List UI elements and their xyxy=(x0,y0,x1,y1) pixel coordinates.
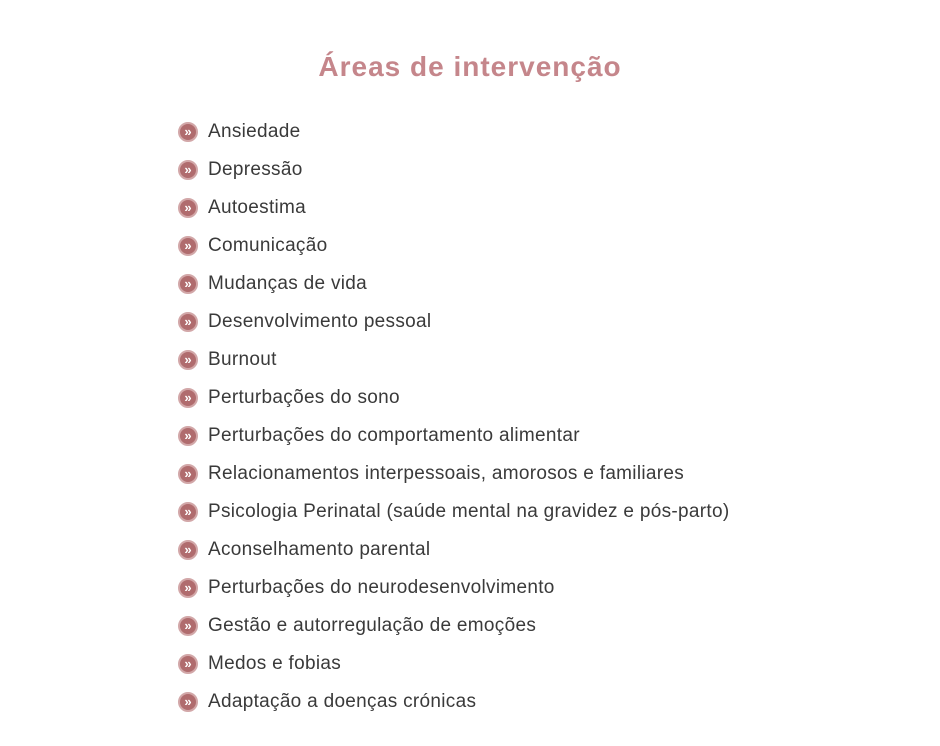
list-item xyxy=(178,379,940,417)
double-chevron-right-icon: » xyxy=(178,502,198,522)
list-item-label: Perturbações do comportamento alimentar xyxy=(208,424,580,446)
list-item-label: Comunicação xyxy=(208,234,328,256)
list-item-label: Mudanças de vida xyxy=(208,272,368,294)
page-title: Áreas de intervenção xyxy=(318,51,622,82)
list-item-label: Aconselhamento parental xyxy=(208,538,431,560)
double-chevron-right-icon: » xyxy=(178,540,198,560)
double-chevron-right-icon: » xyxy=(178,274,198,294)
list-item-label: Depressão xyxy=(208,158,303,180)
list-item xyxy=(178,151,940,189)
double-chevron-right-icon: » xyxy=(178,464,198,484)
double-chevron-right-icon: » xyxy=(178,692,198,712)
list-item-label: Psicologia Perinatal (saúde mental na gravidez e pós-parto) xyxy=(208,500,730,522)
list-item xyxy=(178,493,940,531)
list-item-label: Desenvolvimento pessoal xyxy=(208,310,432,332)
double-chevron-right-icon: » xyxy=(178,236,198,256)
list-item xyxy=(178,531,940,569)
double-chevron-right-icon: » xyxy=(178,426,198,446)
list-item xyxy=(178,113,940,151)
double-chevron-right-icon: » xyxy=(178,160,198,180)
list-item-label: Adaptação a doenças crónicas xyxy=(208,690,477,712)
double-chevron-right-icon: » xyxy=(178,616,198,636)
list-item-label: Autoestima xyxy=(208,196,307,218)
double-chevron-right-icon: » xyxy=(178,350,198,370)
list-item xyxy=(178,645,940,683)
double-chevron-right-icon: » xyxy=(178,198,198,218)
list-item xyxy=(178,683,940,721)
double-chevron-right-icon: » xyxy=(178,578,198,598)
double-chevron-right-icon: » xyxy=(178,654,198,674)
list-item xyxy=(178,227,940,265)
list-item-label: Relacionamentos interpessoais, amorosos e familiares xyxy=(208,462,685,484)
list-item xyxy=(178,189,940,227)
intervention-list xyxy=(178,113,940,721)
list-item xyxy=(178,303,940,341)
double-chevron-right-icon: » xyxy=(178,388,198,408)
list-item xyxy=(178,607,940,645)
list-item-label: Perturbações do sono xyxy=(208,386,400,408)
list-item-label: Medos e fobias xyxy=(208,652,342,674)
list-item xyxy=(178,265,940,303)
double-chevron-right-icon: » xyxy=(178,122,198,142)
list-item xyxy=(178,417,940,455)
list-item-label: Perturbações do neurodesenvolvimento xyxy=(208,576,555,598)
list-item-label: Gestão e autorregulação de emoções xyxy=(208,614,537,636)
list-item-label: Burnout xyxy=(208,348,277,370)
list-item xyxy=(178,341,940,379)
double-chevron-right-icon: » xyxy=(178,312,198,332)
list-item xyxy=(178,569,940,607)
list-item-label: Ansiedade xyxy=(208,120,301,142)
list-item xyxy=(178,455,940,493)
